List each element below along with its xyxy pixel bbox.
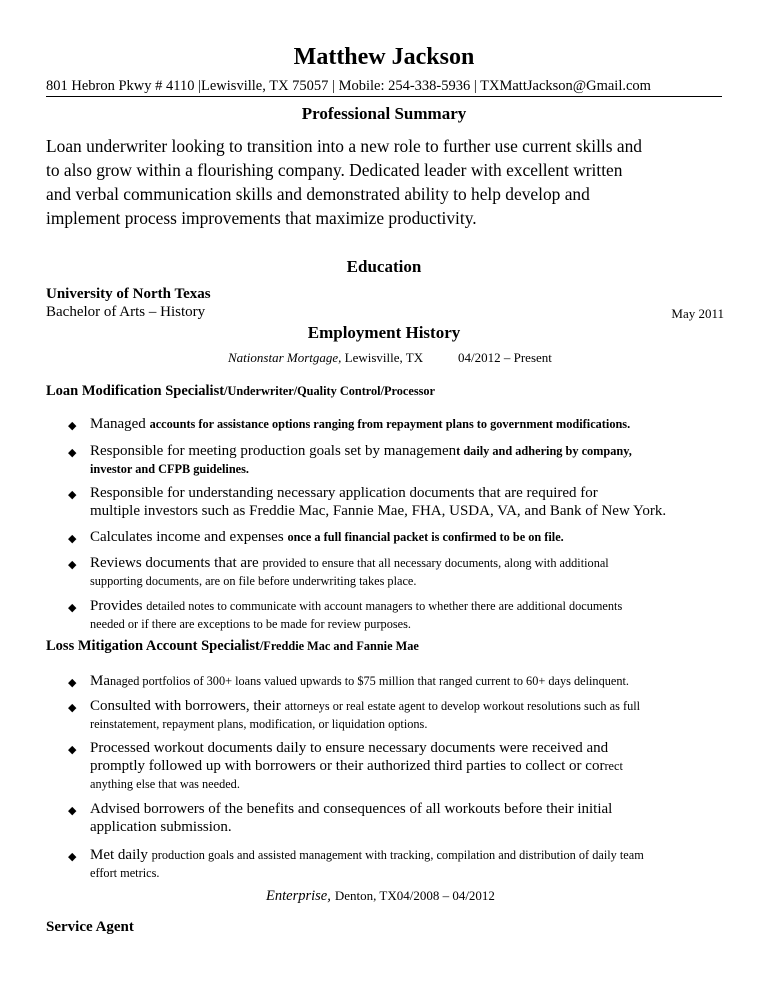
role2-bullet-4: Advised borrowers of the benefits and consequences of all workouts before their initial application submission. — [90, 801, 613, 835]
bullet-icon: ◆ — [68, 420, 77, 432]
role2-bullet-5: Met daily production goals and assisted management with tracking, compilation and distribution of daily team effort metrics. — [90, 847, 644, 880]
summary-line: and verbal communication skills and demonstrated ability to help develop and — [46, 184, 590, 204]
role1-subtitle: /Underwriter/Quality Control/Processor — [224, 384, 435, 398]
candidate-name: Matthew Jackson — [293, 44, 475, 70]
school-name: University of North Texas — [46, 286, 211, 302]
role2-heading — [46, 638, 419, 655]
job2-employer — [266, 887, 495, 905]
job2-company: Enterprise, — [266, 888, 331, 904]
job1-company: Nationstar Mortgage, — [228, 350, 342, 365]
employment-heading: Employment History — [307, 323, 461, 342]
contact-line: 801 Hebron Pkwy # 4110 |Lewisville, TX 75057 | Mobile: 254-338-5936 | TXMattJackson@Gmail.com — [46, 78, 722, 97]
role2-subtitle: /Freddie Mac and Fannie Mae — [259, 639, 419, 653]
role1-bullet-1: Managed accounts for assistance options ranging from repayment plans to government modifications. — [90, 416, 631, 432]
role2-bullet-2: Consulted with borrowers, their attorneys or real estate agent to develop workout resolutions such as full reinstatement, repayment plans, modification, or liquidation options. — [90, 698, 641, 731]
role1-heading — [46, 383, 435, 400]
job1-location: Lewisville, TX — [344, 350, 424, 365]
bullet-icon: ◆ — [68, 489, 77, 501]
role1-bullet-4: Calculates income and expenses once a full financial packet is confirmed to be on file. — [90, 529, 564, 545]
job1-dates: 04/2012 – Present — [458, 350, 552, 365]
degree: Bachelor of Arts – History — [46, 304, 206, 320]
summary-line: Loan underwriter looking to transition into a new role to further use current skills and — [46, 136, 642, 156]
bullet-icon: ◆ — [68, 533, 77, 545]
role1-bullet-2: Responsible for meeting production goals set by management daily and adhering by company, investor and CFPB guidelines. — [90, 443, 632, 476]
role2-title: Loss Mitigation Account Specialist — [46, 638, 260, 654]
summary-text — [46, 134, 736, 230]
summary-heading: Professional Summary — [301, 104, 467, 123]
graduation-date: May 2011 — [671, 306, 724, 321]
bullet-icon: ◆ — [68, 851, 77, 863]
role2-bullet-3: Processed workout documents daily to ensure necessary documents were received and promptly followed up with borrowers or their authorized third parties to collect or correct anything else that was needed. — [90, 740, 623, 791]
role1-bullet-6: Provides detailed notes to communicate with account managers to whether there are additional documents needed or if there are exceptions to be made for review purposes. — [90, 598, 623, 631]
role3-title: Service Agent — [46, 919, 134, 935]
bullet-icon: ◆ — [68, 677, 77, 689]
bullet-icon: ◆ — [68, 602, 77, 614]
bullet-icon: ◆ — [68, 702, 77, 714]
role2-bullet-1: Managed portfolios of 300+ loans valued upwards to $75 million that ranged current to 60+ days delinquent. — [90, 673, 629, 689]
bullet-icon: ◆ — [68, 805, 77, 817]
summary-line: to also grow within a flourishing company. Dedicated leader with excellent written — [46, 160, 623, 180]
summary-line: implement process improvements that maximize productivity. — [46, 208, 477, 228]
role1-bullet-3: Responsible for understanding necessary application documents that are required for multiple investors such as Freddie Mac, Fannie Mae, FHA, USDA, VA, and Bank of New York. — [90, 485, 667, 519]
bullet-icon: ◆ — [68, 744, 77, 756]
education-heading: Education — [346, 257, 422, 276]
role1-title: Loan Modification Specialist — [46, 383, 225, 399]
job1-employer — [228, 350, 423, 366]
bullet-icon: ◆ — [68, 447, 77, 459]
role1-bullet-5: Reviews documents that are provided to ensure that all necessary documents, along with additional supporting documents, are on file before underwriting takes place. — [90, 555, 609, 588]
bullet-icon: ◆ — [68, 559, 77, 571]
job2-details: Denton, TX04/2008 – 04/2012 — [334, 888, 495, 903]
